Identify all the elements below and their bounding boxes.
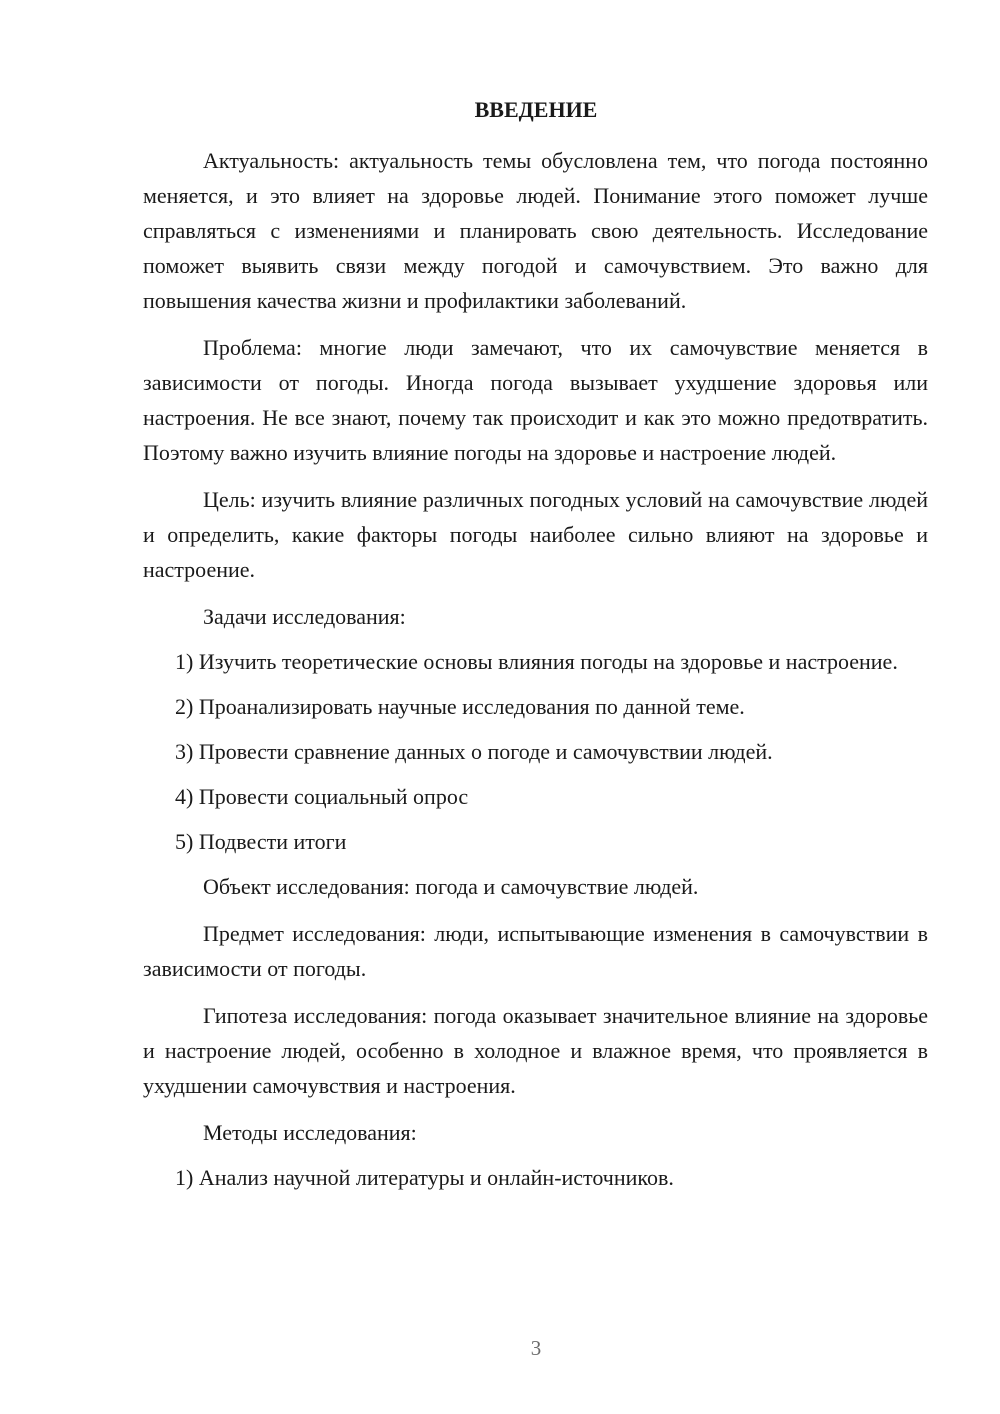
method-item: 1) Анализ научной литературы и онлайн-источников.	[175, 1165, 674, 1190]
subject-paragraph: Предмет исследования: люди, испытывающие изменения в самочувствии в зависимости от погоды.	[143, 921, 928, 981]
relevance-paragraph: Актуальность: актуальность темы обусловлена тем, что погода постоянно меняется, и это влияет на здоровье людей. Понимание этого поможет лучше справляться с изменениями и планировать свою деятельность. Исследование поможет выявить связи между погодой и самочувствием. Это важно для повышения качества жизни и профилактики заболеваний.	[143, 148, 928, 313]
task-item: 5) Подвести итоги	[175, 829, 347, 854]
tasks-heading: Задачи исследования:	[203, 604, 406, 629]
task-item: 4) Провести социальный опрос	[175, 784, 469, 809]
object-paragraph: Объект исследования: погода и самочувствие людей.	[203, 874, 699, 899]
goal-paragraph: Цель: изучить влияние различных погодных условий на самочувствие людей и определить, какие факторы погоды наиболее сильно влияют на здоровье и настроение.	[143, 487, 928, 582]
task-item: 1) Изучить теоретические основы влияния погоды на здоровье и настроение.	[175, 649, 898, 674]
page-number: 3	[530, 1336, 542, 1360]
task-item: 2) Проанализировать научные исследования по данной теме.	[175, 694, 745, 719]
hypothesis-paragraph: Гипотеза исследования: погода оказывает значительное влияние на здоровье и настроение людей, особенно в холодное и влажное время, что проявляется в ухудшении самочувствия и настроения.	[143, 1003, 928, 1098]
task-item: 3) Провести сравнение данных о погоде и самочувствии людей.	[175, 739, 773, 764]
document-body	[143, 143, 928, 1205]
methods-heading: Методы исследования:	[203, 1120, 417, 1145]
problem-paragraph: Проблема: многие люди замечают, что их самочувствие меняется в зависимости от погоды. Иногда погода вызывает ухудшение здоровья или настроения. Не все знают, почему так происходит и как это можно предотвратить. Поэтому важно изучить влияние погоды на здоровье и настроение людей.	[143, 335, 928, 465]
page-title: ВВЕДЕНИЕ	[474, 97, 598, 122]
